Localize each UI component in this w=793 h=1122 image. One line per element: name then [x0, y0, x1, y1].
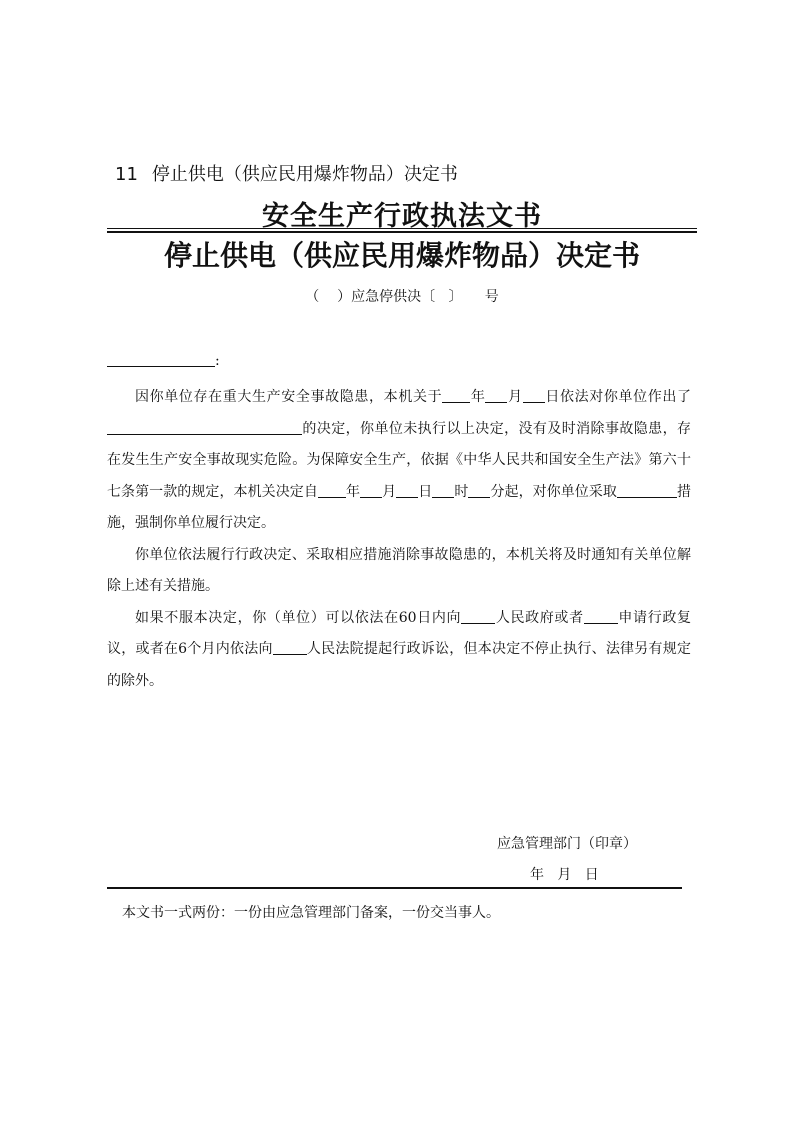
blank-start-day[interactable] — [396, 483, 418, 498]
footnote: 本文书一式两份：一份由应急管理部门备案，一份交当事人。 — [122, 905, 500, 921]
blank-start-month[interactable] — [360, 483, 382, 498]
text-segment: 申请行政复议，或者在6个月内依法向 — [107, 609, 692, 657]
text-segment: 月 — [507, 389, 523, 405]
title-rule-thick — [107, 231, 697, 233]
signature-department: 应急管理部门（印章） — [497, 836, 637, 852]
addressee-line — [107, 352, 220, 369]
document-number: （ ）应急停供决〔 〕 号 — [305, 289, 499, 305]
text-segment: 如果不服本决定，你（单位）可以依法在60日内向 — [135, 609, 462, 626]
paragraph-appeal — [107, 603, 691, 698]
blank-month[interactable] — [485, 388, 507, 403]
document-body — [107, 382, 691, 697]
text-segment: 年 — [345, 483, 361, 500]
blank-decision-name[interactable] — [107, 420, 302, 435]
blank-government[interactable] — [461, 609, 495, 624]
signature-date: 年 月 日 — [530, 867, 599, 883]
text-segment: 分起，对你单位采取 — [490, 483, 617, 500]
paragraph-decision — [107, 382, 691, 540]
blank-year[interactable] — [442, 388, 470, 403]
text-segment: 年 — [470, 389, 486, 405]
paragraph-release: 你单位依法履行行政决定、采取相应措施消除事故隐患的，本机关将及时通知有关单位解除上述有关措施。 — [107, 546, 691, 594]
heading-number: 11 — [115, 164, 138, 185]
addressee-blank[interactable] — [107, 352, 215, 367]
title-rule-thin — [107, 228, 697, 229]
footer-rule — [107, 887, 682, 889]
heading-text: 停止供电（供应民用爆炸物品）决定书 — [151, 164, 458, 185]
text-segment: 时 — [454, 483, 469, 500]
text-segment: 日依法对你单位作出了 — [544, 389, 692, 405]
text-segment: 日 — [418, 483, 433, 500]
blank-start-year[interactable] — [318, 483, 346, 498]
blank-review-body[interactable] — [584, 609, 618, 624]
agency-title: 安全生产行政执法文书 — [262, 201, 542, 232]
text-segment: 月 — [382, 483, 397, 500]
text-segment: 措施，强制你单位履行决定。 — [107, 483, 692, 531]
text-segment: 人民政府或者 — [495, 609, 584, 626]
blank-start-minute[interactable] — [468, 483, 490, 498]
document-title: 停止供电（供应民用爆炸物品）决定书 — [163, 239, 640, 272]
addressee-colon: : — [215, 353, 220, 369]
document-series-heading — [115, 160, 458, 186]
text-segment: 的决定，你单位未执行以上决定，没有及时消除事故隐患，存在发生生产安全事故现实危险。为保障安全生产，依据《中华人民共和国安全生产法》第六十七条第一款的规定，本机关决定自 — [107, 420, 691, 500]
text-segment: 因你单位存在重大生产安全事故隐患，本机关于 — [135, 389, 443, 405]
blank-day[interactable] — [523, 388, 545, 403]
text-segment: 人民法院提起行政诉讼，但本决定不停止执行、法律另有规定的除外。 — [107, 641, 691, 689]
blank-court[interactable] — [273, 640, 307, 655]
blank-start-hour[interactable] — [432, 483, 454, 498]
blank-measure[interactable] — [617, 483, 677, 498]
